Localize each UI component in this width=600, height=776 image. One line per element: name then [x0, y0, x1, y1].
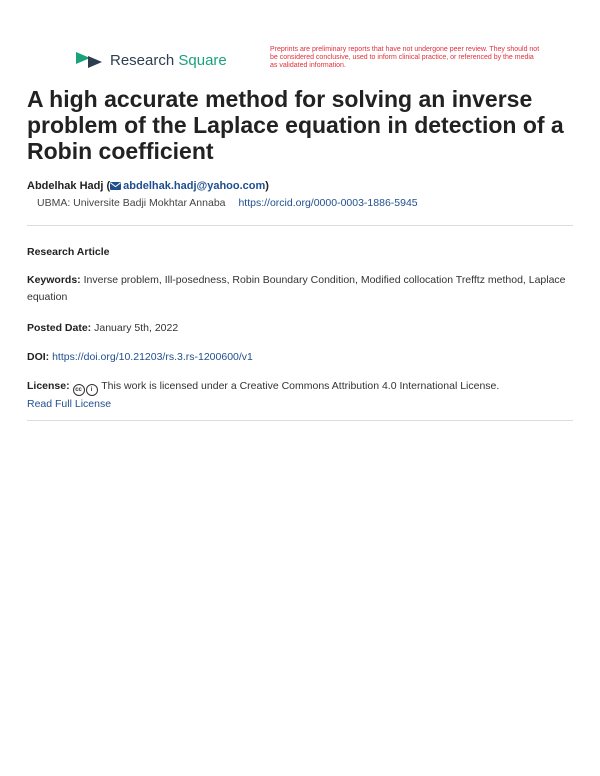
posted-date: [27, 320, 572, 337]
article-type: Research Article: [27, 246, 110, 258]
doi-label: DOI:: [27, 351, 50, 363]
author-affiliation: UBMA: Universite Badji Mokhtar Annaba: [37, 197, 226, 209]
cc-icon: cc: [73, 384, 85, 396]
license-label: License:: [27, 380, 70, 392]
preprint-disclaimer: Preprints are preliminary reports that have not undergone peer review. They should not be considered conclusive, used to inform clinical practice, or referenced by the media as validated information.: [270, 46, 540, 69]
research-square-logo[interactable]: [74, 49, 227, 71]
logo-text-square: Square: [178, 51, 227, 69]
doi-link[interactable]: https://doi.org/10.21203/rs.3.rs-1200600/v1: [52, 351, 253, 363]
attribution-icon: i: [86, 384, 98, 396]
author-name: Abdelhak Hadj: [27, 180, 104, 192]
keywords-label: Keywords:: [27, 274, 81, 286]
author-email-link[interactable]: [110, 180, 265, 192]
author-email: abdelhak.hadj@yahoo.com: [123, 180, 266, 192]
logo-text-research: Research: [110, 51, 175, 69]
keywords-value: Inverse problem, Ill-posedness, Robin Boundary Condition, Modified collocation Trefftz method, Laplace equation: [27, 274, 566, 303]
page-title: A high accurate method for solving an inverse problem of the Laplace equation in detection of a Robin coefficient: [27, 86, 564, 164]
envelope-icon: [110, 182, 121, 190]
author-line: Abdelhak Hadj ( abdelhak.hadj@yahoo.com): [27, 180, 269, 192]
license: [27, 378, 572, 413]
logo-text: [110, 52, 227, 69]
research-square-logo-icon: [74, 49, 104, 71]
divider-bottom: [27, 420, 573, 421]
read-full-license-link[interactable]: Read Full License: [27, 398, 112, 410]
doi: [27, 349, 572, 366]
posted-date-label: Posted Date:: [27, 322, 92, 334]
divider-top: [27, 225, 573, 226]
author-affiliation-line: [37, 197, 418, 209]
keywords: [27, 272, 572, 306]
license-text: This work is licensed under a Creative Commons Attribution 4.0 International License.: [101, 380, 500, 392]
posted-date-value: January 5th, 2022: [94, 322, 179, 334]
orcid-link[interactable]: https://orcid.org/0000-0003-1886-5945: [238, 197, 418, 209]
